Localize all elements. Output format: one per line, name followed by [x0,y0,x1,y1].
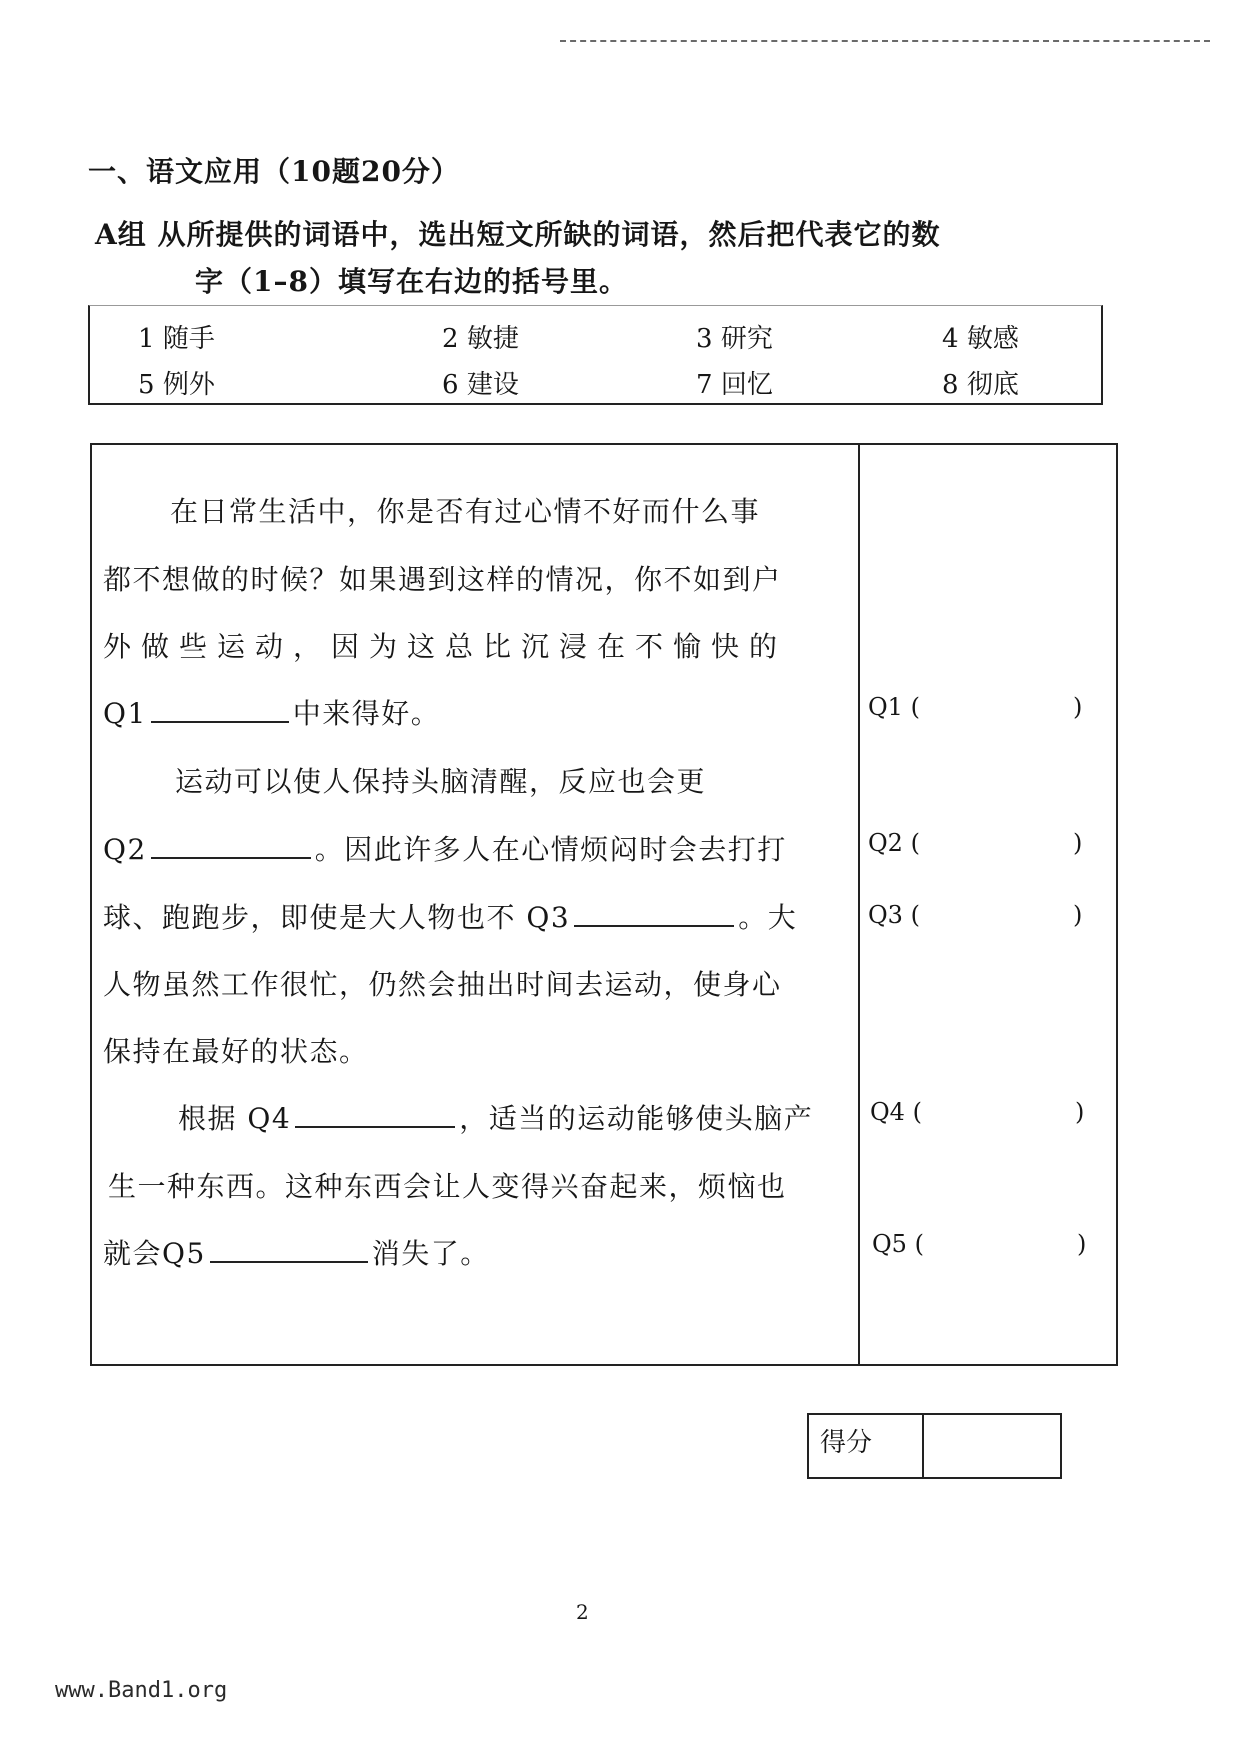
instruction-line-2: 字（1–8）填写在右边的括号里。 [195,265,628,298]
passage-line: 运动可以使人保持头脑清醒，反应也会更 [175,765,707,798]
score-input[interactable] [926,1416,1058,1476]
q4-blank [295,1100,455,1128]
q1-label: Q1 [103,697,147,730]
passage-text: ，适当的运动能够使头脑产 [459,1102,814,1135]
word-option-8: 8 彻底 [942,370,1019,400]
passage-text: 球、跑跑步，即使是大人物也不 [103,901,517,934]
passage-line-q2 [103,828,787,868]
word-option-2: 2 敏捷 [442,324,519,354]
passage-line-q5 [103,1232,490,1272]
q3-label: Q3 [526,901,571,934]
passage-text: 消失了。 [371,1237,490,1270]
passage-line: 外做些运动，因为这总比沉浸在不愉快的 [103,630,788,663]
page-number: 2 [576,1600,589,1624]
word-option-5: 5 例外 [138,370,215,400]
answer-slot-q1[interactable]: Q1 ( ) [868,693,1083,721]
q2-blank [151,831,311,859]
passage-text: 。因此许多人在心情烦闷时会去打打 [314,833,787,866]
passage-line: 人物虽然工作很忙，仍然会抽出时间去运动，使身心 [103,968,782,1001]
word-option-6: 6 建设 [442,370,519,400]
q3-blank [574,899,734,927]
passage-text: 就会 [103,1237,163,1270]
passage-line: 在日常生活中，你是否有过心情不好而什么事 [170,495,761,528]
word-option-4: 4 敏感 [942,324,1019,354]
passage-line-q1 [103,692,440,732]
passage-line-q4 [178,1097,813,1137]
word-option-1: 1 随手 [138,324,215,354]
q4-label: Q4 [247,1102,292,1135]
word-bank-box [88,305,1103,405]
passage-text: 中来得好。 [292,697,441,730]
passage-line: 保持在最好的状态。 [103,1035,369,1068]
word-option-7: 7 回忆 [696,370,773,400]
instruction-line-1: A组 从所提供的词语中，选出短文所缺的词语，然后把代表它的数 [95,218,941,251]
answer-column-divider [858,443,860,1366]
q5-label: Q5 [162,1237,206,1270]
answer-slot-q5[interactable]: Q5 ( ) [872,1230,1087,1258]
passage-line-q3 [103,896,797,936]
score-box-divider [922,1413,924,1479]
q2-label: Q2 [103,833,147,866]
q5-blank [210,1235,368,1263]
score-label: 得分 [820,1428,873,1458]
passage-text: 根据 [178,1102,238,1135]
answer-slot-q2[interactable]: Q2 ( ) [868,829,1083,857]
passage-line: 生一种东西。这种东西会让人变得兴奋起来，烦恼也 [108,1170,787,1203]
scan-edge-line [560,40,1210,42]
word-option-3: 3 研究 [696,324,773,354]
q1-blank [151,695,289,723]
passage-text: 。大 [738,901,798,934]
section-title: 一、语文应用（10题20分） [88,155,460,188]
answer-slot-q3[interactable]: Q3 ( ) [868,901,1083,929]
answer-slot-q4[interactable]: Q4 ( ) [870,1098,1085,1126]
footer-url: www.Band1.org [55,1678,228,1703]
passage-line: 都不想做的时候？如果遇到这样的情况，你不如到户 [103,563,782,596]
